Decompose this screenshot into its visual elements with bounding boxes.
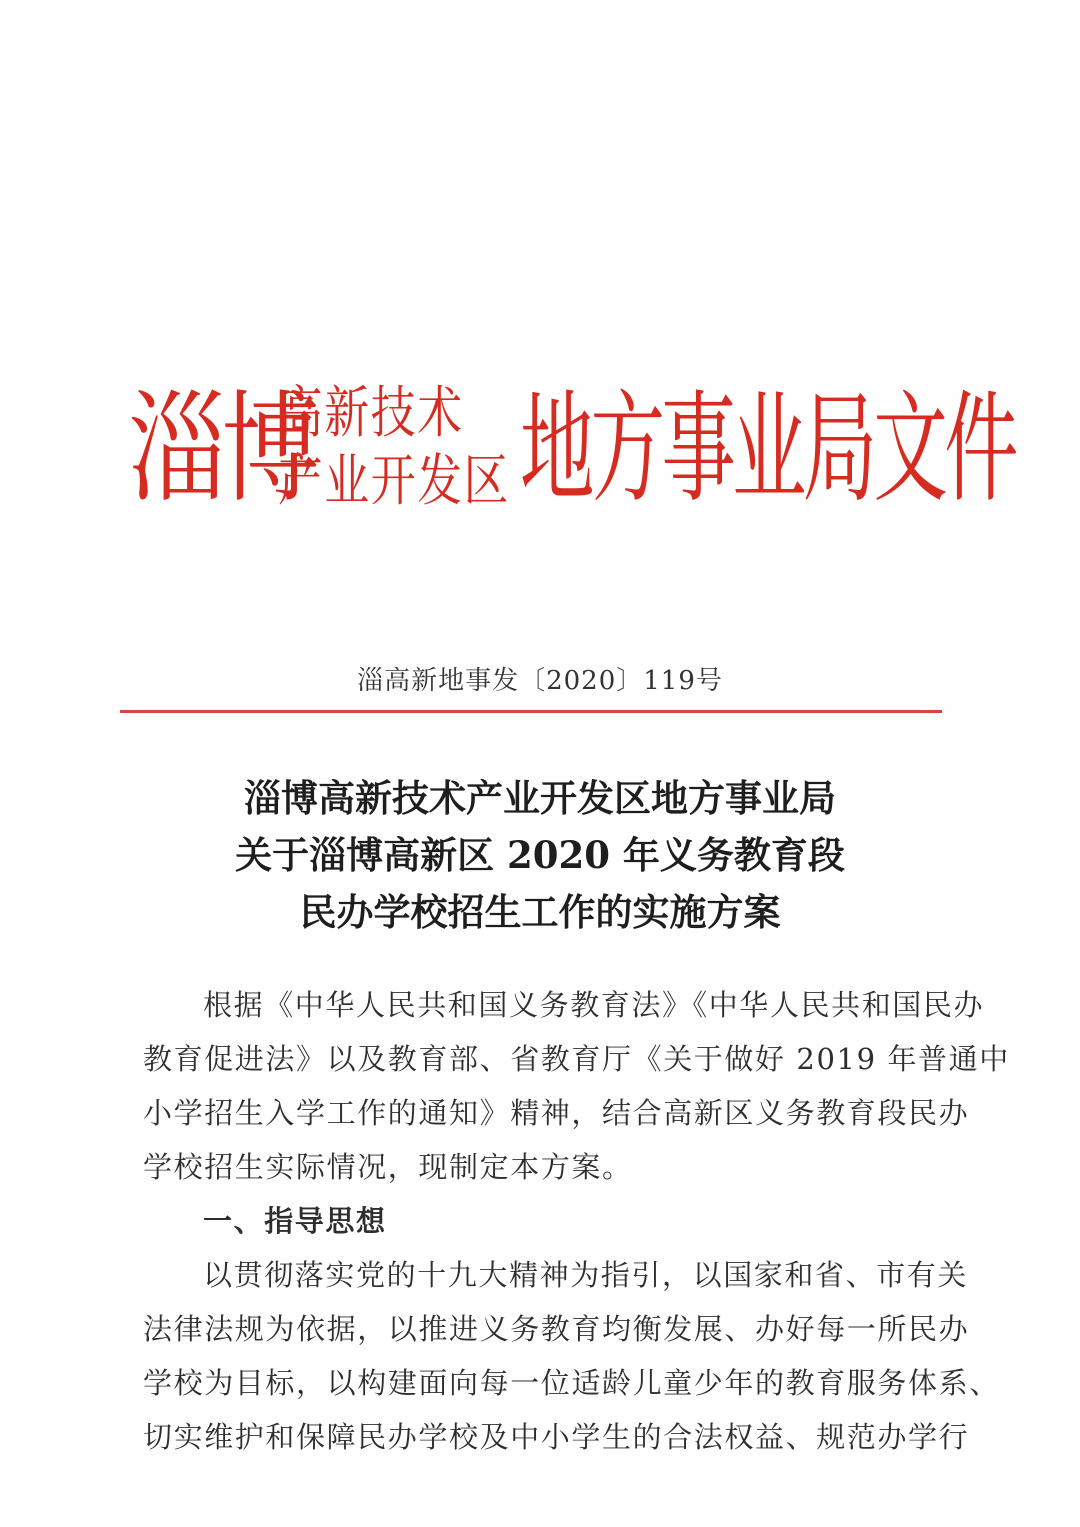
masthead-zone-line-1: 高新技术 <box>278 381 464 446</box>
red-masthead <box>128 370 1015 530</box>
paragraph-1-line-4: 学校招生实际情况，现制定本方案。 <box>143 1150 633 1184</box>
paragraph-1-line-1: 根据《中华人民共和国义务教育法》《中华人民共和国民办 <box>203 988 985 1022</box>
title-line-1: 淄博高新技术产业开发区地方事业局 <box>244 776 836 820</box>
title-line-2: 关于淄博高新区 2020 年义务教育段 <box>235 833 845 877</box>
paragraph-2-line-4: 切实维护和保障民办学校及中小学生的合法权益、规范办学行 <box>143 1420 970 1454</box>
masthead-issuer: 地方事业局文件 <box>520 380 1015 519</box>
document-number: 淄高新地事发〔2020〕119号 <box>357 666 723 696</box>
paragraph-1-line-3: 小学招生入学工作的通知》精神，结合高新区义务教育段民办 <box>143 1096 970 1130</box>
document-title <box>0 770 1080 941</box>
paragraph-2-line-3: 学校为目标，以构建面向每一位适龄儿童少年的教育服务体系、 <box>143 1366 1000 1400</box>
masthead-city: 淄博 <box>128 380 315 519</box>
paragraph-2-line-2: 法律法规为依据，以推进义务教育均衡发展、办好每一所民办 <box>143 1312 970 1346</box>
masthead-zone-line-2: 产业开发区 <box>278 449 510 514</box>
paragraph-2-line-1: 以贯彻落实党的十九大精神为指引，以国家和省、市有关 <box>203 1258 969 1292</box>
masthead-zone-name <box>278 380 518 516</box>
paragraph-1-line-2: 教育促进法》以及教育部、省教育厅《关于做好 2019 年普通中 <box>143 1042 1010 1076</box>
red-divider-rule <box>120 710 942 713</box>
title-line-3: 民办学校招生工作的实施方案 <box>299 890 781 934</box>
section-heading-1: 一、指导思想 <box>203 1204 387 1238</box>
document-body <box>143 978 1010 1464</box>
